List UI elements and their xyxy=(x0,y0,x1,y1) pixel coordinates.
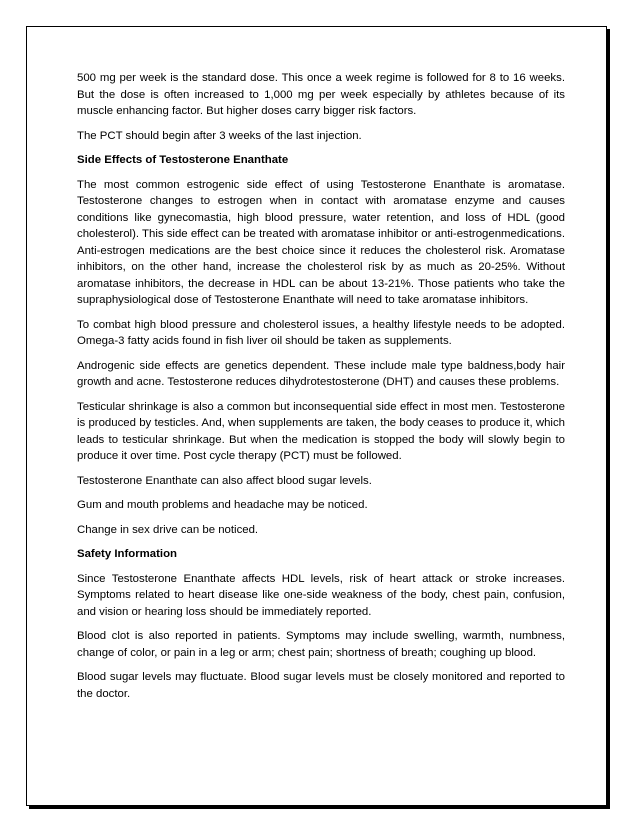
side-effects-heading: Side Effects of Testosterone Enanthate xyxy=(77,154,289,166)
blood-clot-paragraph: Blood clot is also reported in patients. Symptoms may include swelling, warmth, numbness, change of color, or pain in a leg or arm; chest pain; shortness of breath; coughing up blood. xyxy=(77,630,565,659)
safety-information-heading: Safety Information xyxy=(77,548,177,560)
testicular-shrinkage-paragraph: Testicular shrinkage is also a common but inconsequential side effect in most men. Testosterone is produced by testicles. And, when supplements are taken, the body ceases to produce it, which leads to testicular shrinkage. But when the medication is stopped the body will slowly begin to produce it over time. Post cycle therapy (PCT) must be followed. xyxy=(77,400,565,462)
blood-pressure-paragraph: To combat high blood pressure and cholesterol issues, a healthy lifestyle needs to be adopted. Omega-3 fatty acids found in fish liver oil should be taken as supplements. xyxy=(77,318,565,347)
blood-sugar-monitoring-paragraph: Blood sugar levels may fluctuate. Blood sugar levels must be closely monitored and reported to the doctor. xyxy=(77,671,565,700)
blood-sugar-effect-paragraph: Testosterone Enanthate can also affect blood sugar levels. xyxy=(77,474,372,487)
gum-mouth-paragraph: Gum and mouth problems and headache may be noticed. xyxy=(77,499,368,511)
heart-risk-paragraph: Since Testosterone Enanthate affects HDL levels, risk of heart attack or stroke increases. Symptoms related to heart disease like one-side weakness of the body, chest pain, confusion, and vision or hearing loss should be immediately reported. xyxy=(77,572,565,618)
document-body xyxy=(77,70,565,710)
androgenic-side-effects-paragraph: Androgenic side effects are genetics dependent. These include male type baldness,body hair growth and acne. Testosterone reduces dihydrotestosterone (DHT) and causes these problems. xyxy=(77,359,565,388)
dose-paragraph: 500 mg per week is the standard dose. This once a week regime is followed for 8 to 16 weeks. But the dose is often increased to 1,000 mg per week especially by athletes because of its muscle enhancing factor. But higher doses carry bigger risk factors. xyxy=(77,72,565,117)
sex-drive-paragraph: Change in sex drive can be noticed. xyxy=(77,523,259,536)
pct-paragraph: The PCT should begin after 3 weeks of the last injection. xyxy=(77,129,362,142)
estrogenic-side-effect-paragraph: The most common estrogenic side effect of using Testosterone Enanthate is aromatase. Testosterone changes to estrogen when in contact with aromatase enzyme and causes conditions like gynecomastia, high blood pressure, water retention, and loss of HDL (good cholesterol). This side effect can be treated with aromatase inhibitor or anti-estrogenmedications. Anti-estrogen medications are the best choice since it reduces the cholesterol risk. Aromatase inhibitors, on the other hand, increase the cholesterol risk by as much as 20-25%. Without aromatase inhibitors, the decrease in HDL can be about 13-21%. Those patients who take the supraphysiological dose of Testosterone Enanthate will need to take aromatase inhibitors. xyxy=(77,178,565,306)
